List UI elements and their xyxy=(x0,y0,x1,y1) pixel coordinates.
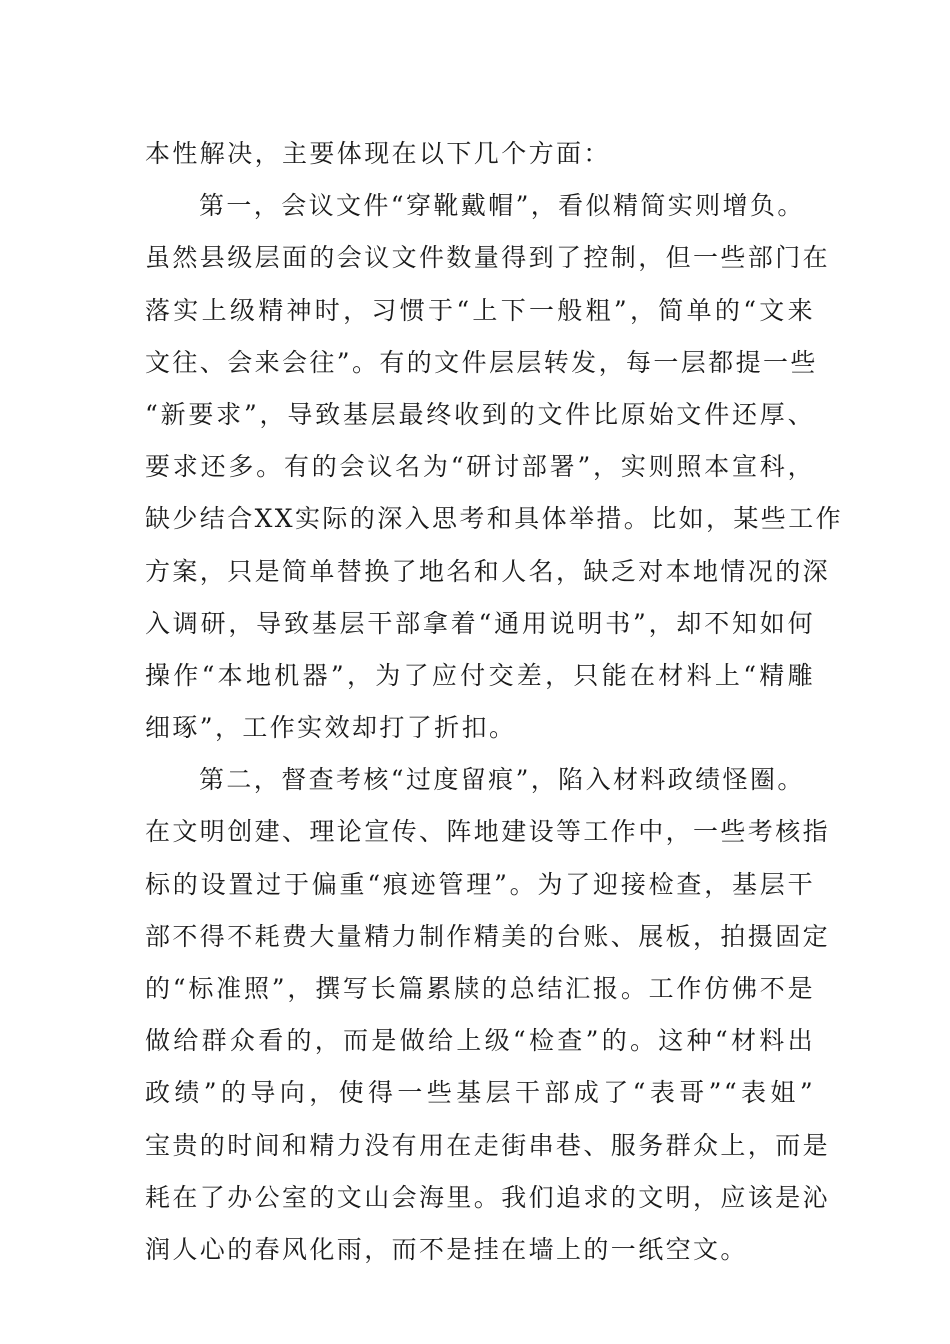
text-line: “新要求”，导致基层最终收到的文件比原始文件还厚、 xyxy=(145,399,815,429)
text-line: 要求还多。有的会议名为“研讨部署”，实则照本宣科， xyxy=(145,452,815,482)
text-line: 虽然县级层面的会议文件数量得到了控制，但一些部门在 xyxy=(145,243,831,273)
text-line: 润人心的春风化雨，而不是挂在墙上的一纸空文。 xyxy=(145,1234,748,1264)
text-line: 政绩”的导向，使得一些基层干部成了“表哥”“表姐” xyxy=(145,1078,815,1108)
text-line: 落实上级精神时，习惯于“上下一般粗”，简单的“文来 xyxy=(145,295,815,325)
text-line: 缺少结合XX实际的深入思考和具体举措。比如，某些工作 xyxy=(145,504,843,534)
document-body xyxy=(145,128,843,1276)
text-line: 的“标准照”，撰写长篇累牍的总结汇报。工作仿佛不是 xyxy=(145,974,815,1003)
text-line: 做给群众看的，而是做给上级“检查”的。这种“材料出 xyxy=(145,1026,815,1056)
text-line: 在文明创建、理论宣传、阵地建设等工作中，一些考核指 xyxy=(145,817,831,847)
text-line: 入调研，导致基层干部拿着“通用说明书”，却不知如何 xyxy=(145,608,815,638)
text-line: 部不得不耗费大量精力制作精美的台账、展板，拍摄固定 xyxy=(145,921,831,951)
text-line: 本性解决，主要体现在以下几个方面： xyxy=(145,139,611,168)
text-line: 文往、会来会往”。有的文件层层转发，每一层都提一些 xyxy=(145,347,818,377)
text-line: 细琢”，工作实效却打了折扣。 xyxy=(145,713,517,743)
text-line: 宝贵的时间和精力没有用在走街串巷、服务群众上，而是 xyxy=(145,1130,831,1160)
paragraph-heading-1: 第一，会议文件“穿靴戴帽”，看似精简实则增负。 xyxy=(199,191,805,221)
text-line: 耗在了办公室的文山会海里。我们追求的文明，应该是沁 xyxy=(145,1182,831,1212)
text-line: 操作“本地机器”，为了应付交差，只能在材料上“精雕 xyxy=(145,660,815,690)
text-line: 方案，只是简单替换了地名和人名，缺乏对本地情况的深 xyxy=(145,556,831,586)
paragraph-heading-2: 第二，督查考核“过度留痕”，陷入材料政绩怪圈。 xyxy=(199,765,805,795)
text-line: 标的设置过于偏重“痕迹管理”。为了迎接检查，基层干 xyxy=(145,869,815,899)
